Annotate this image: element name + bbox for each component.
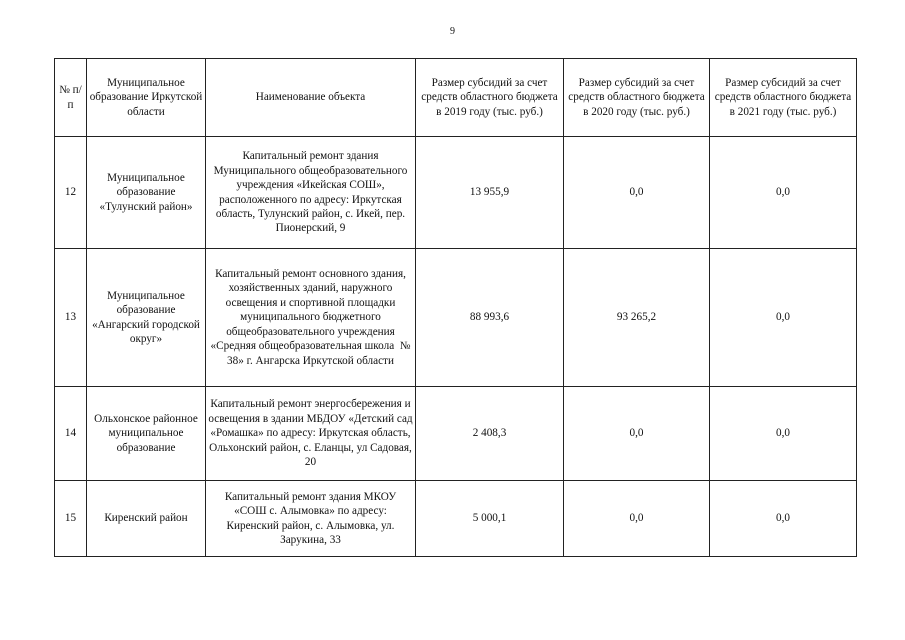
cell-object: Капитальный ремонт здания Муниципального общеобразовательного учреждения «Икейская СОШ», расположенного по адресу: Иркутская область, Тулунский район, с. Икей, пер. Пионерский, 9 — [206, 137, 416, 249]
cell-subsidy-2020: 93 265,2 — [564, 249, 710, 387]
table-body — [55, 137, 857, 557]
header-subsidy-2021: Размер субсидий за счет средств областного бюджета в 2021 году (тыс. руб.) — [710, 59, 857, 137]
cell-subsidy-2021: 0,0 — [710, 387, 857, 481]
subsidy-table — [54, 58, 857, 557]
header-number: № п/п — [55, 59, 87, 137]
cell-subsidy-2021: 0,0 — [710, 137, 857, 249]
cell-subsidy-2020: 0,0 — [564, 137, 710, 249]
table-row — [55, 481, 857, 557]
cell-object: Капитальный ремонт энергосбережения и освещения в здании МБДОУ «Детский сад «Ромашка» по адресу: Иркутская область, Ольхонский район, с. Еланцы, ул Садовая, 20 — [206, 387, 416, 481]
page-number: 9 — [450, 26, 455, 37]
header-row — [55, 59, 857, 137]
header-object: Наименование объекта — [206, 59, 416, 137]
cell-subsidy-2021: 0,0 — [710, 249, 857, 387]
table-row — [55, 387, 857, 481]
cell-number: 12 — [55, 137, 87, 249]
cell-municipality: Муниципальное образование «Тулунский район» — [87, 137, 206, 249]
cell-object: Капитальный ремонт основного здания, хозяйственных зданий, наружного освещения и спортивной площадки муниципального бюджетного общеобразовательного учреждения «Средняя общеобразовательная школа № 38» г. Ангарска Иркутской области — [206, 249, 416, 387]
cell-number: 13 — [55, 249, 87, 387]
cell-subsidy-2020: 0,0 — [564, 481, 710, 557]
cell-number: 15 — [55, 481, 87, 557]
cell-subsidy-2019: 2 408,3 — [416, 387, 564, 481]
cell-subsidy-2019: 13 955,9 — [416, 137, 564, 249]
header-subsidy-2020: Размер субсидий за счет средств областного бюджета в 2020 году (тыс. руб.) — [564, 59, 710, 137]
cell-municipality: Киренский район — [87, 481, 206, 557]
cell-subsidy-2020: 0,0 — [564, 387, 710, 481]
table-header — [55, 59, 857, 137]
cell-object: Капитальный ремонт здания МКОУ «СОШ с. Алымовка» по адресу: Киренский район, с. Алымовка, ул. Зарукина, 33 — [206, 481, 416, 557]
cell-municipality: Ольхонское районное муниципальное образование — [87, 387, 206, 481]
cell-municipality: Муниципальное образование «Ангарский городской округ» — [87, 249, 206, 387]
cell-subsidy-2019: 5 000,1 — [416, 481, 564, 557]
table-row — [55, 137, 857, 249]
header-municipality: Муниципальное образование Иркутской области — [87, 59, 206, 137]
cell-subsidy-2021: 0,0 — [710, 481, 857, 557]
cell-number: 14 — [55, 387, 87, 481]
cell-subsidy-2019: 88 993,6 — [416, 249, 564, 387]
table-row — [55, 249, 857, 387]
header-subsidy-2019: Размер субсидий за счет средств областного бюджета в 2019 году (тыс. руб.) — [416, 59, 564, 137]
